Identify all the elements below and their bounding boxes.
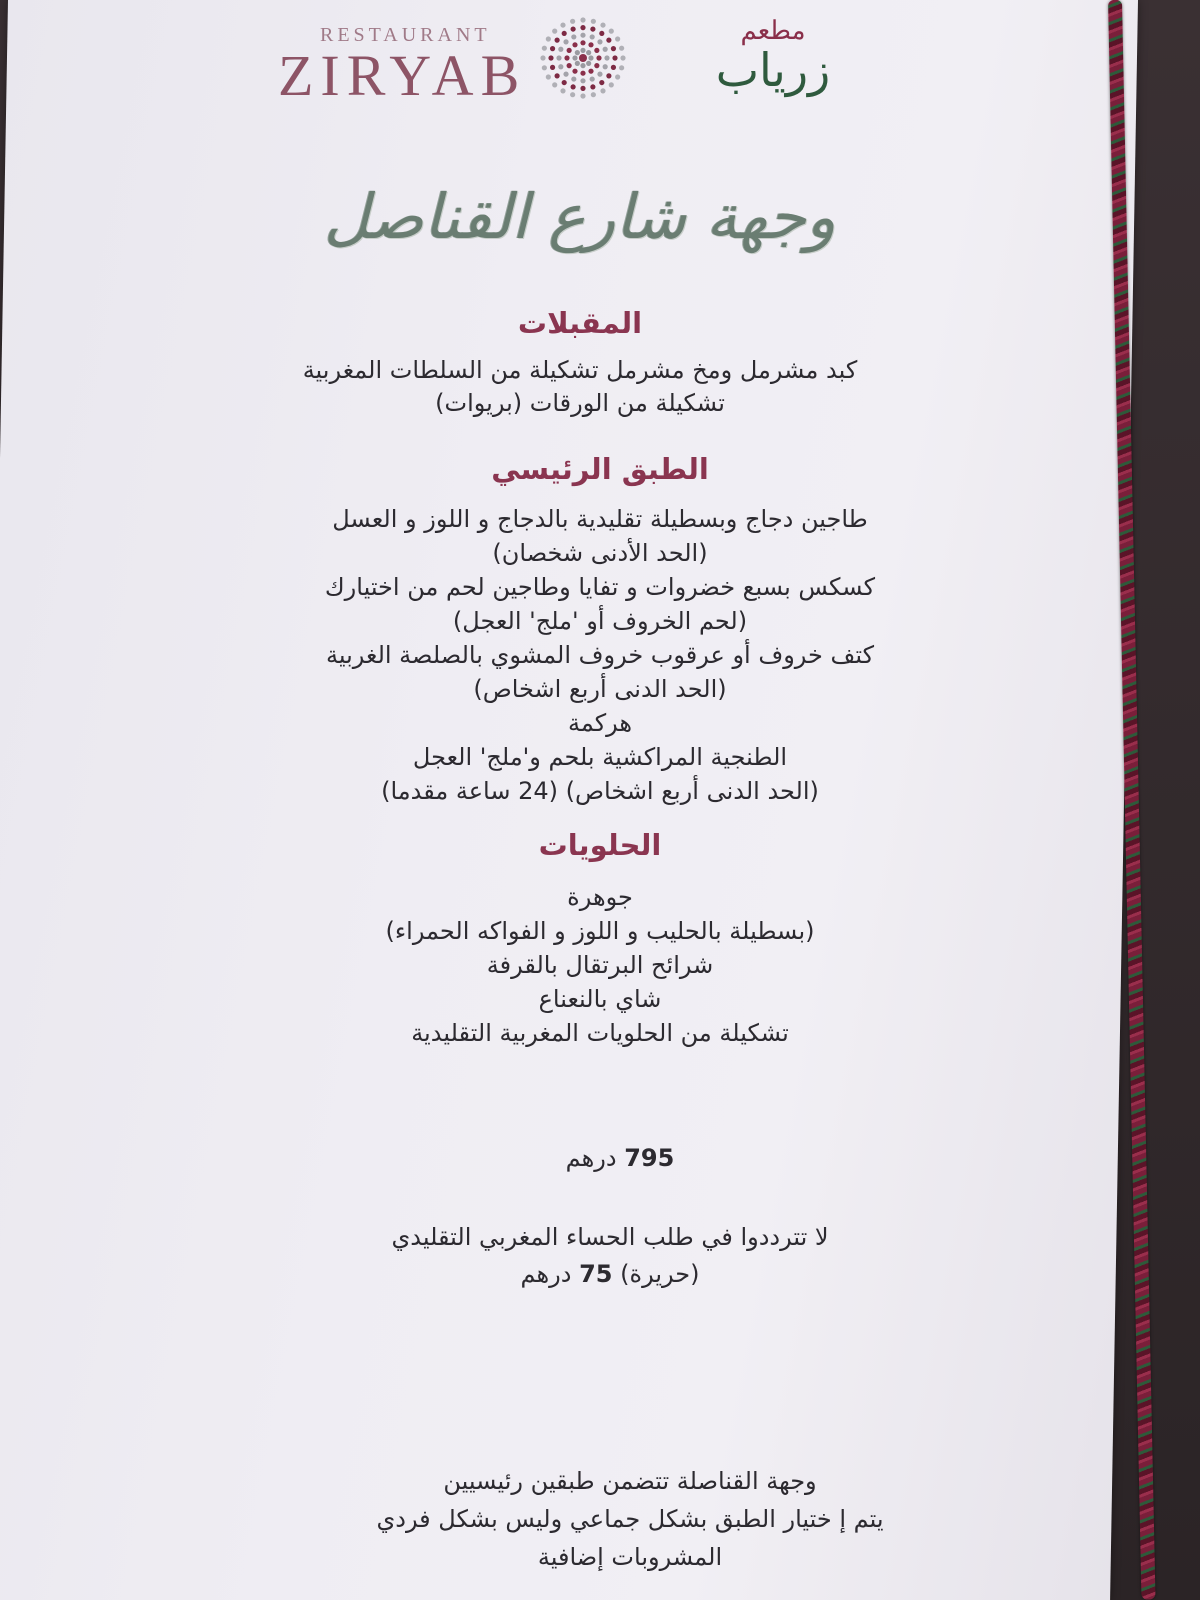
rosette-dot <box>580 17 585 22</box>
rosette-dot <box>550 46 555 51</box>
rosette-dot <box>600 88 605 93</box>
rosette-dot <box>558 64 563 69</box>
rosette-dot <box>567 63 572 68</box>
main-course-heading: الطبق الرئيسي <box>491 452 709 486</box>
rosette-dot <box>580 48 585 53</box>
main-course-line: طاجين دجاج وبسطيلة تقليدية بالدجاج و اللوز و العسل <box>332 505 868 533</box>
main-course-section <box>280 452 920 808</box>
menu-price <box>500 1144 740 1172</box>
rosette-dot <box>555 73 560 78</box>
desserts-section <box>290 828 910 1050</box>
rosette-dot <box>588 69 593 74</box>
rosette-dot <box>558 47 563 52</box>
dessert-line: تشكيلة من الحلويات المغربية التقليدية <box>411 1019 789 1047</box>
rosette-icon <box>528 8 638 108</box>
dessert-line: جوهرة <box>567 883 633 911</box>
rosette-dot <box>572 69 577 74</box>
rosette-dot <box>540 55 545 60</box>
dessert-line: شاي بالنعناع <box>538 985 662 1013</box>
rosette-dot <box>591 92 596 97</box>
soup-note <box>300 1218 920 1292</box>
rosette-dot <box>571 76 576 81</box>
rosette-dot <box>560 88 565 93</box>
logo-name-arabic: زرياب <box>715 43 831 97</box>
logo-latin <box>278 24 538 124</box>
rosette-dot <box>580 93 585 98</box>
rosette-dot <box>597 72 602 77</box>
rosette-dot <box>612 55 617 60</box>
main-course-line: الطنجية المراكشية بلحم و'ملج' العجل <box>412 743 788 771</box>
rosette-dot <box>550 65 555 70</box>
dessert-line: شرائح البرتقال بالقرفة <box>486 951 714 979</box>
rosette-dot <box>580 71 585 76</box>
rosette-dot <box>619 65 624 70</box>
rosette-dot <box>599 80 604 85</box>
main-course-line: (لحم الخروف أو 'ملج' العجل) <box>452 607 748 635</box>
appetizer-line: كبد مشرمل ومخ مشرمل تشكيلة من السلطات المغربية <box>302 356 858 384</box>
logo-mataam-text: مطعم <box>740 16 806 46</box>
rosette-dot <box>580 25 585 30</box>
rosette-dot <box>562 31 567 36</box>
rosette-dot <box>570 19 575 24</box>
rosette-dot <box>596 55 601 60</box>
rosette-dot <box>563 72 568 77</box>
rosette-dot <box>575 61 580 66</box>
rosette-dot <box>609 82 614 87</box>
price-currency: درهم <box>565 1144 617 1172</box>
rosette-dot <box>575 50 580 55</box>
rosette-dot <box>603 64 608 69</box>
rosette-dot <box>590 34 595 39</box>
main-course-line: كتف خروف أو عرقوب خروف المشوي بالصلصة الغربية <box>325 641 875 669</box>
footer-line: وجهة القناصلة تتضمن طبقين رئيسيين <box>443 1467 817 1495</box>
rosette-dot <box>580 78 585 83</box>
soup-item: (حريرة) <box>620 1260 700 1288</box>
logo-name-latin: ZIRYAB <box>278 43 527 108</box>
rosette-dot <box>611 65 616 70</box>
soup-amount: 75 <box>579 1260 613 1288</box>
logo-restaurant-text: RESTAURANT <box>320 24 491 46</box>
main-course-line: هركمة <box>567 709 633 737</box>
dessert-line: (بسطيلة بالحليب و اللوز و الفواكه الحمراء) <box>385 917 815 945</box>
rosette-dot <box>619 46 624 51</box>
main-course-line: كسكس بسبع خضروات و تفايا وطاجين لحم من اختيارك <box>324 573 876 601</box>
soup-note-line: لا تترددوا في طلب الحساء المغربي التقليدي <box>391 1223 829 1251</box>
rosette-dot <box>615 74 620 79</box>
rosette-dot <box>548 55 553 60</box>
rosette-dot <box>571 84 576 89</box>
desserts-heading: الحلويات <box>538 828 662 862</box>
rosette-dot <box>556 55 561 60</box>
rosette-dot <box>572 55 577 60</box>
main-course-line: (الحد الدنى أربع اشخاص) <box>473 675 727 703</box>
rosette-dot <box>586 61 591 66</box>
rosette-dot <box>560 22 565 27</box>
main-course-line: (الحد الأدنى شخصان) <box>492 539 708 567</box>
rosette-dot <box>542 65 547 70</box>
rosette-dot <box>567 48 572 53</box>
rosette-dot <box>563 39 568 44</box>
rosette-dot <box>555 38 560 43</box>
rosette-dot <box>580 33 585 38</box>
rosette-dot <box>586 50 591 55</box>
rosette-dot <box>615 36 620 41</box>
rosette-dot <box>580 86 585 91</box>
rosette-dot <box>591 19 596 24</box>
rosette-dot <box>594 63 599 68</box>
rosette-dot <box>609 29 614 34</box>
rosette-dot <box>590 26 595 31</box>
rosette-dot <box>570 92 575 97</box>
rosette-dot <box>588 55 593 60</box>
rosette-dot <box>564 55 569 60</box>
soup-price-line <box>300 1256 920 1292</box>
rosette-dot <box>599 31 604 36</box>
rosette-dot <box>594 48 599 53</box>
rosette-dot <box>604 55 609 60</box>
rosette-dot <box>600 22 605 27</box>
soup-currency: درهم <box>520 1260 572 1288</box>
footer-line: المشروبات إضافية <box>537 1543 723 1571</box>
rosette-dot <box>590 84 595 89</box>
rosette-dot <box>620 55 625 60</box>
rosette-dot <box>562 80 567 85</box>
rosette-dot <box>611 46 616 51</box>
appetizers-heading: المقبلات <box>517 306 643 340</box>
appetizer-line: تشكيلة من الورقات (بريوات) <box>435 389 725 417</box>
rosette-dot <box>603 47 608 52</box>
rosette-dot <box>580 63 585 68</box>
rosette-dot <box>572 42 577 47</box>
appetizers-section <box>270 306 890 420</box>
logo-arabic <box>648 18 898 98</box>
menu-title: وجهة شارع القناصل <box>324 180 836 253</box>
rosette-dot <box>579 54 587 62</box>
rosette-dot <box>571 34 576 39</box>
rosette-dot <box>571 26 576 31</box>
rosette-dot <box>546 74 551 79</box>
footer-notes <box>290 1462 970 1576</box>
rosette-dot <box>552 29 557 34</box>
main-course-line: (الحد الدنى أربع اشخاص) (24 ساعة مقدما) <box>381 777 819 805</box>
rosette-dot <box>606 38 611 43</box>
rosette-dot <box>580 40 585 45</box>
rosette-dot <box>588 42 593 47</box>
rosette-dot <box>597 39 602 44</box>
rosette-dot <box>546 36 551 41</box>
rosette-dot <box>542 46 547 51</box>
rosette-dot <box>606 73 611 78</box>
footer-line: يتم إ ختيار الطبق بشكل جماعي وليس بشكل فردي <box>376 1505 884 1533</box>
rosette-dot <box>590 76 595 81</box>
price-amount: 795 <box>624 1144 675 1172</box>
rosette-dot <box>552 82 557 87</box>
